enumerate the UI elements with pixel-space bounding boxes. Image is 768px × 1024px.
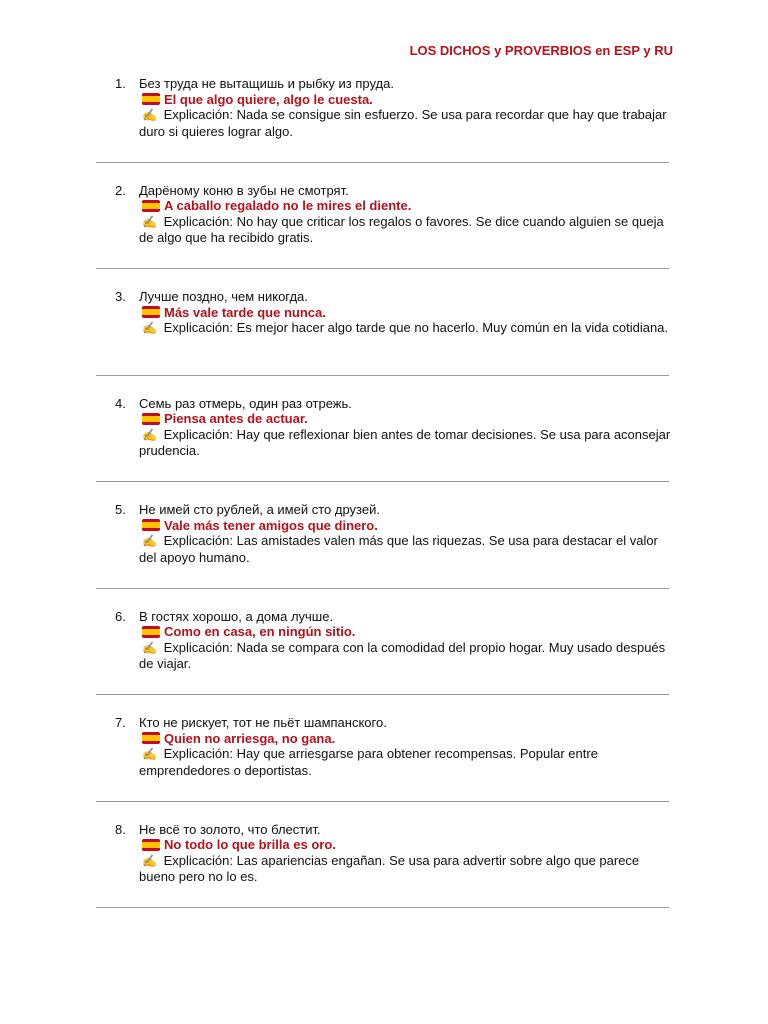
russian-proverb: Не всё то золото, что блестит. — [139, 821, 321, 837]
writing-hand-icon: ✍ — [142, 853, 157, 868]
russian-proverb: Дарёному коню в зубы не смотрят. — [139, 182, 349, 198]
explanation-text: Explicación: No hay que criticar los regalos o favores. Se dice cuando alguien se queja de algo que ha recibido gratis. — [139, 213, 664, 245]
proverb-body — [139, 396, 674, 459]
explanation-text: Explicación: Nada se consigue sin esfuerzo. Se usa para recordar que hay que trabajar duro si quieres lograr algo. — [139, 107, 667, 139]
proverb-number: 8. — [115, 821, 126, 837]
explanation — [139, 214, 674, 246]
spanish-equivalent — [139, 624, 674, 640]
spanish-equivalent — [139, 731, 674, 747]
explanation — [139, 746, 674, 778]
proverb-number: 4. — [115, 395, 126, 411]
writing-hand-icon: ✍ — [142, 214, 157, 229]
divider — [96, 375, 669, 376]
explanation — [139, 640, 674, 672]
spanish-equivalent — [139, 198, 674, 214]
writing-hand-icon: ✍ — [142, 534, 157, 548]
spain-flag-icon — [142, 93, 160, 105]
spanish-equivalent — [139, 92, 674, 108]
document-title: LOS DICHOS y PROVERBIOS en ESP y RU — [409, 43, 673, 58]
explanation — [139, 533, 674, 565]
russian-proverb: Кто не рискует, тот не пьёт шампанского. — [139, 715, 387, 730]
proverb-entry — [96, 822, 674, 929]
russian-proverb: Семь раз отмерь, один раз отрежь. — [139, 395, 352, 411]
spain-flag-icon — [142, 519, 160, 531]
spanish-equivalent — [139, 837, 674, 853]
explanation-text: Explicación: Hay que arriesgarse para obtener recompensas. Popular entre emprendedores o deportistas. — [139, 746, 598, 778]
proverb-body — [139, 76, 674, 139]
proverb-number: 2. — [115, 182, 126, 198]
divider — [96, 801, 669, 802]
proverb-body — [139, 609, 674, 672]
explanation — [139, 107, 674, 139]
proverb-list — [96, 76, 674, 928]
divider — [96, 268, 669, 269]
explanation — [139, 427, 674, 459]
proverb-body — [139, 183, 674, 246]
writing-hand-icon: ✍ — [142, 427, 157, 442]
spanish-text: Piensa antes de actuar. — [164, 411, 308, 426]
spanish-text: Quien no arriesga, no gana. — [164, 730, 336, 746]
explanation — [139, 320, 674, 337]
proverb-number: 5. — [115, 502, 126, 517]
explanation-text: Explicación: Las apariencias engañan. Se usa para advertir sobre algo que parece bueno pero no lo es. — [139, 852, 640, 884]
spanish-text: El que algo quiere, algo le cuesta. — [164, 91, 373, 107]
spanish-text: No todo lo que brilla es oro. — [164, 837, 336, 852]
explanation-text: Explicación: Hay que reflexionar bien antes de tomar decisiones. Se usa para aconsejar prudencia. — [139, 426, 671, 458]
spain-flag-icon — [142, 306, 160, 318]
proverb-body — [139, 502, 674, 565]
proverb-entry — [96, 715, 674, 822]
russian-proverb: Не имей сто рублей, а имей сто друзей. — [139, 502, 380, 517]
spain-flag-icon — [142, 839, 160, 851]
russian-proverb: Без труда не вытащишь и рыбку из пруда. — [139, 76, 394, 91]
spanish-equivalent — [139, 411, 674, 427]
explanation — [139, 853, 674, 885]
russian-proverb: В гостях хорошо, а дома лучше. — [139, 608, 334, 624]
spanish-equivalent — [139, 305, 674, 321]
proverb-entry — [96, 289, 674, 396]
spanish-text: Como en casa, en ningún sitio. — [164, 624, 356, 639]
proverb-body — [139, 715, 674, 778]
divider — [96, 481, 669, 482]
proverb-number: 6. — [115, 608, 126, 624]
writing-hand-icon: ✍ — [142, 640, 157, 655]
spain-flag-icon — [142, 200, 160, 212]
divider — [96, 162, 669, 163]
proverb-entry — [96, 76, 674, 183]
proverb-entry — [96, 609, 674, 716]
spain-flag-icon — [142, 626, 160, 638]
proverb-number: 1. — [115, 76, 126, 91]
proverb-number: 7. — [115, 715, 126, 730]
spain-flag-icon — [142, 413, 160, 425]
explanation-text: Explicación: Es mejor hacer algo tarde que no hacerlo. Muy común en la vida cotidiana. — [163, 320, 669, 335]
explanation-text: Explicación: Las amistades valen más que las riquezas. Se usa para destacar el valor del apoyo humano. — [139, 533, 658, 565]
divider — [96, 694, 669, 695]
proverb-number: 3. — [115, 289, 126, 304]
writing-hand-icon: ✍ — [142, 108, 157, 122]
writing-hand-icon: ✍ — [142, 321, 157, 335]
proverb-entry — [96, 502, 674, 609]
proverb-body — [139, 289, 674, 337]
spain-flag-icon — [142, 732, 160, 744]
spanish-text: Más vale tarde que nunca. — [164, 304, 326, 320]
spanish-equivalent — [139, 518, 674, 534]
russian-proverb: Лучше поздно, чем никогда. — [139, 289, 308, 304]
proverb-body — [139, 822, 674, 885]
proverb-entry — [96, 183, 674, 290]
divider — [96, 907, 669, 908]
proverb-entry — [96, 396, 674, 503]
divider — [96, 588, 669, 589]
spanish-text: A caballo regalado no le mires el diente. — [164, 198, 412, 213]
spanish-text: Vale más tener amigos que dinero. — [164, 517, 378, 533]
writing-hand-icon: ✍ — [142, 747, 157, 761]
explanation-text: Explicación: Nada se compara con la comodidad del propio hogar. Muy usado después de viajar. — [139, 639, 666, 671]
